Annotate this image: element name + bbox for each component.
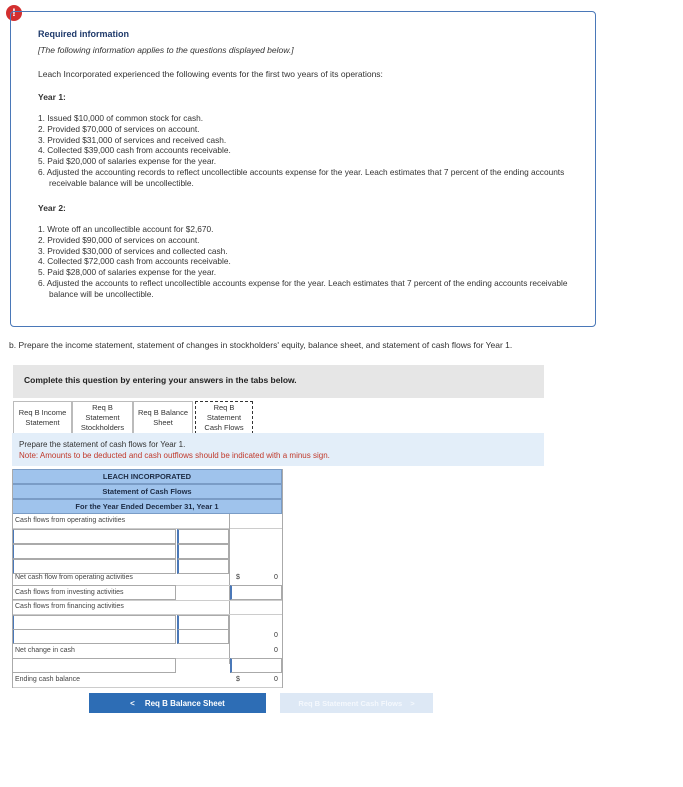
right-border — [282, 469, 283, 688]
list-item: 3. Provided $30,000 of services and collected cash. — [38, 245, 228, 256]
beginning-cash-label-input[interactable] — [12, 658, 176, 673]
list-item: 1. Wrote off an uncollectible account for $2,670. — [38, 224, 214, 234]
tab-req-b-statement-cash-flows[interactable] — [195, 401, 253, 434]
tab-label-line: Req B — [92, 402, 113, 412]
tab-req-b-income-statement[interactable] — [13, 401, 72, 434]
statement-company: LEACH INCORPORATED — [12, 469, 282, 484]
tab-req-b-balance-sheet[interactable] — [133, 401, 193, 434]
tab-label-line: Statement — [25, 417, 60, 427]
net-change-row — [12, 644, 282, 659]
left-border — [12, 469, 13, 688]
financing-total-value: 0 — [274, 632, 278, 639]
net-operating-label: Net cash flow from operating activities — [15, 574, 133, 581]
list-item: 3. Provided $31,000 of services and received cash. — [38, 134, 227, 145]
prev-tab-label: Req B Balance Sheet — [144, 698, 225, 708]
investing-row — [12, 586, 282, 601]
statement-period: For the Year Ended December 31, Year 1 — [12, 499, 282, 514]
year1-list — [38, 113, 568, 189]
question-b-text: b. Prepare the income statement, statement of changes in stockholders' equity, balance sheet, and statement of cash flows for Year 1. — [9, 340, 513, 350]
statement-title: Statement of Cash Flows — [12, 484, 282, 499]
operating-label: Cash flows from operating activities — [15, 517, 126, 524]
next-tab-label: Req B Statement Cash Flows — [298, 698, 403, 708]
operating-header-row — [12, 514, 282, 529]
operating-item-input[interactable] — [12, 544, 176, 559]
net-change-value: 0 — [274, 647, 278, 654]
tab-label-line: Req B Income — [18, 407, 67, 417]
complete-question-text: Complete this question by entering your answers in the tabs below. — [24, 375, 297, 385]
ending-cash-value: 0 — [274, 676, 278, 683]
next-tab-button[interactable] — [280, 693, 433, 713]
ending-cash-label: Ending cash balance — [15, 676, 80, 683]
complete-question-bar — [13, 365, 544, 398]
list-item: 4. Collected $39,000 cash from accounts receivable. — [38, 145, 231, 156]
net-operating-row — [12, 571, 282, 586]
chevron-left-icon: < — [130, 698, 135, 708]
operating-amount-input[interactable] — [177, 544, 229, 559]
tab-label-line: Req B — [213, 402, 235, 412]
operating-amount-input[interactable] — [177, 529, 229, 544]
ending-cash-row — [12, 673, 282, 688]
tab-label-line: Req B Balance — [137, 407, 189, 417]
financing-item-input[interactable] — [12, 615, 176, 630]
beginning-cash-amount-input[interactable] — [230, 658, 282, 673]
list-item: 2. Provided $70,000 of services on account. — [38, 123, 200, 134]
financing-amount-input[interactable] — [177, 615, 229, 630]
required-information-title: Required information — [38, 29, 130, 39]
prev-tab-button[interactable] — [89, 693, 266, 713]
net-change-label: Net change in cash — [15, 647, 75, 654]
instruction-text: Prepare the statement of cash flows for Year 1. — [19, 440, 186, 449]
net-operating-value: 0 — [274, 574, 278, 581]
year2-label: Year 2: — [38, 203, 66, 213]
list-item: 1. Issued $10,000 of common stock for cash. — [38, 113, 204, 123]
operating-item-input[interactable] — [12, 529, 176, 544]
currency-symbol: $ — [236, 574, 240, 581]
list-item: 6. Adjusted the accounts to reflect uncollectible accounts expense for the year. Leach estimates that 7 percent of the ending accounts receivable balance will be uncollectible. — [38, 277, 568, 299]
tab-label-line: Statement — [206, 412, 242, 422]
tab-label-line: Statement — [85, 412, 120, 422]
alert-icon: ! — [6, 5, 22, 21]
instructions-box — [12, 433, 544, 466]
tab-label-line: Stockholders — [80, 422, 125, 432]
financing-row — [12, 600, 282, 615]
list-item: 6. Adjusted the accounting records to reflect uncollectible accounts expense for the year. Leach estimates that 7 percent of the ending accounts receivable balance will be uncollectible. — [38, 166, 565, 188]
tab-label-line: Sheet — [153, 417, 173, 427]
currency-symbol: $ — [236, 676, 240, 683]
chevron-right-icon: > — [410, 698, 415, 708]
investing-label: Cash flows from investing activities — [15, 589, 124, 596]
financing-item-input[interactable] — [12, 629, 176, 644]
list-item: 5. Paid $28,000 of salaries expense for the year. — [38, 267, 217, 278]
info-intro: Leach Incorporated experienced the following events for the first two years of its operations: — [38, 69, 383, 79]
tab-label-line: Cash Flows — [204, 422, 244, 432]
info-note: [The following information applies to the questions displayed below.] — [38, 45, 294, 55]
year2-list — [38, 224, 568, 300]
list-item: 2. Provided $90,000 of services on account. — [38, 234, 200, 245]
instruction-note: Note: Amounts to be deducted and cash outflows should be indicated with a minus sign. — [19, 451, 330, 460]
financing-label: Cash flows from financing activities — [15, 603, 124, 610]
tab-req-b-statement-stockholders[interactable] — [72, 401, 133, 434]
required-information-panel — [10, 11, 596, 327]
list-item: 5. Paid $20,000 of salaries expense for the year. — [38, 156, 217, 167]
list-item: 4. Collected $72,000 cash from accounts receivable. — [38, 256, 231, 267]
year1-label: Year 1: — [38, 92, 66, 102]
financing-amount-input[interactable] — [177, 629, 229, 644]
